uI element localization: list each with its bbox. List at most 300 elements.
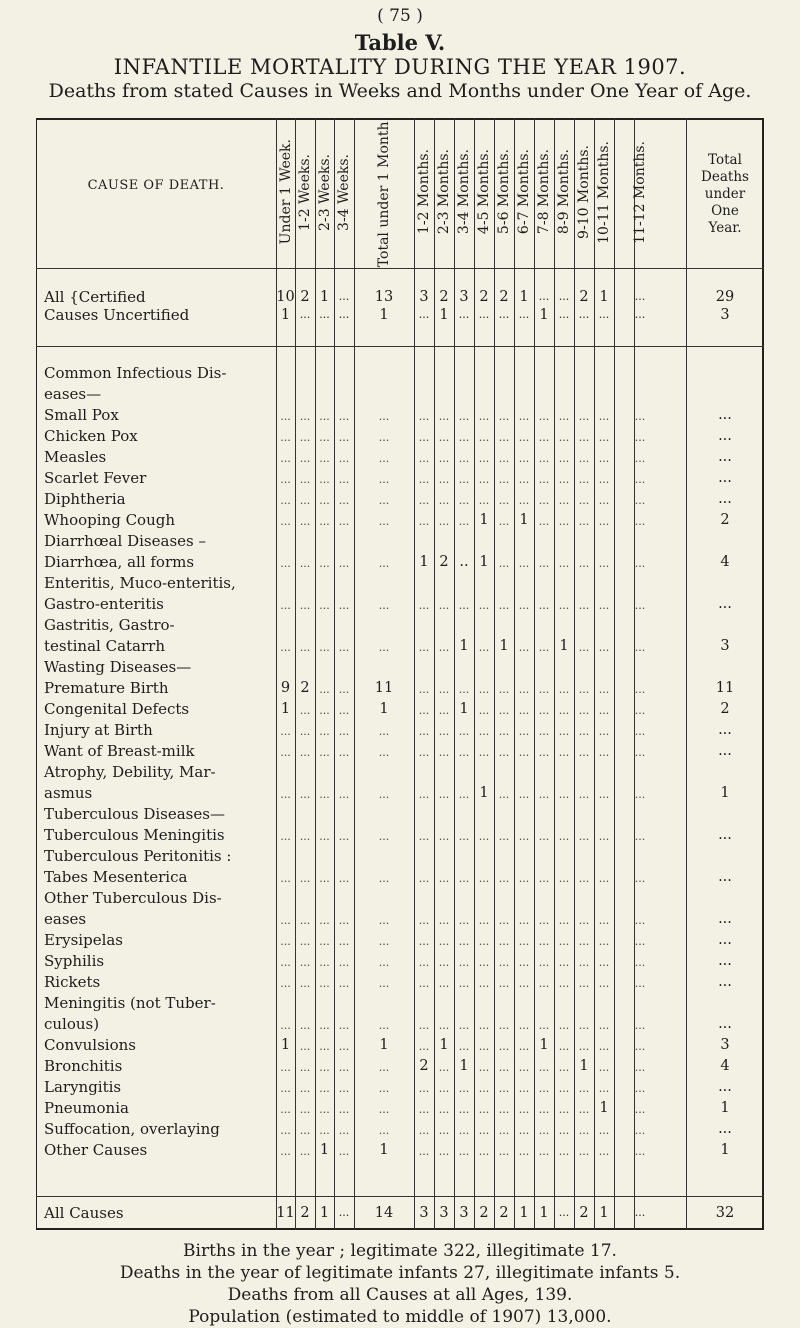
table-cell: ... [319,956,330,969]
table-cell: ... [319,914,330,927]
table-cell: ... [458,746,470,759]
table-cell: ... [418,599,430,612]
table-cell: ... [518,1124,530,1137]
table-cell: ... [319,494,330,507]
table-cell: 1 [539,1205,549,1221]
footer-line: Births in the year ; legitimate 322, illegitimate 17. [183,1241,617,1261]
table-cell: ... [478,935,490,948]
table-cell: ... [578,1124,590,1137]
table-cell: ... [634,914,646,927]
table-cell: ... [518,1082,530,1095]
cause-label: Whooping Cough [44,511,176,529]
table-cell: ... [498,599,510,612]
table-cell: ... [498,956,510,969]
table-cell: ... [578,830,590,843]
cause-label: Tuberculous Diseases— [44,805,225,823]
table-cell: ... [280,1061,291,1074]
table-cell: ... [418,1040,430,1053]
table-cell: ... [338,308,350,321]
table-cell: ... [280,557,291,570]
table-cell: ... [299,746,311,759]
table-cell: ... [518,599,530,612]
table-cell: ... [538,473,550,486]
table-cell: ... [518,935,530,948]
table-cell: ... [338,1061,350,1074]
table-cell: ... [498,914,510,927]
table-cell: 1 [519,289,529,305]
table-cell: ... [280,515,291,528]
table-cell: ... [498,788,510,801]
table-cell: ... [558,1124,570,1137]
table-cell: 9 [280,680,291,696]
table-cell: ... [578,1019,590,1032]
table-title: INFANTILE MORTALITY DURING THE YEAR 1907. [113,55,687,79]
cause-label: Want of Breast-milk [44,742,195,760]
table-cell: ... [280,1082,291,1095]
all-label: All [44,288,65,306]
table-cell: ... [458,473,470,486]
table-cell: ... [634,956,646,969]
total-cell: ... [718,722,732,738]
cause-label: Meningitis (not Tuber- [44,994,216,1012]
table-cell: ... [578,641,590,654]
table-cell: 3 [419,289,429,305]
cause-label: Common Infectious Dis- [44,364,227,382]
table-cell: ... [319,1061,330,1074]
table-cell: ... [280,494,291,507]
table-cell: ... [634,830,646,843]
total-cell: 1 [720,785,730,801]
table-cell: ... [299,788,311,801]
table-cell: ... [634,1082,646,1095]
table-cell: ... [598,431,610,444]
table-cell: ... [578,452,590,465]
table-left-border [36,118,37,1230]
cause-label: Atrophy, Debility, Mar- [44,763,216,781]
table-cell: ... [438,1082,450,1095]
table-cell: ... [280,1103,291,1116]
table-cell: ... [498,725,510,738]
table-cell: 1 [579,1058,589,1074]
column-header [315,122,334,262]
table-cell: ... [478,914,490,927]
table-cell: ... [418,1082,430,1095]
table-cell: 1 [280,701,291,717]
table-cell: ... [299,473,311,486]
column-header [354,116,414,268]
column-header [276,122,295,262]
table-cell: ... [558,725,570,738]
table-cell: ... [578,599,590,612]
table-cell: ... [558,704,570,717]
column-header-label: 1-2 Months. [416,149,432,235]
table-cell: ... [598,935,610,948]
table-cell: ... [634,452,646,465]
table-cell: ... [634,683,646,696]
table-cell: 3 [439,1205,449,1221]
table-cell: ... [518,473,530,486]
total-header-line: Deaths [701,169,749,185]
column-header-label: 4-5 Months. [476,149,492,235]
total-header-line: Total [708,152,742,168]
cause-label: Diarrhœal Diseases – [44,532,206,550]
table-cell: 1 [280,307,291,323]
total-cell: ... [718,407,732,423]
table-cell: ... [518,641,530,654]
table-cell: ... [280,599,291,612]
table-cell: ... [538,431,550,444]
table-cell: ... [634,935,646,948]
table-cell: ... [280,410,291,423]
row-label-text: Certified [78,288,146,306]
table-cell: ... [478,1082,490,1095]
table-cell: ... [578,746,590,759]
table-cell: ... [418,452,430,465]
table-cell: ... [518,746,530,759]
table-cell: ... [538,935,550,948]
column-header-label: 6-7 Months. [516,149,532,235]
table-cell: ... [338,746,350,759]
table-cell: 1 [479,512,489,528]
table-cell: 1 [479,554,489,570]
table-cell: ... [498,1145,510,1158]
table-cell: 1 [539,1037,549,1053]
table-cell: ... [498,830,510,843]
column-header-label: 11-12 Months. [632,140,648,244]
cause-label: Scarlet Fever [44,469,147,487]
table-cell: ... [634,725,646,738]
table-cell: ... [458,431,470,444]
column-header-label: 7-8 Months. [536,149,552,235]
table-cell: ... [319,977,330,990]
table-cell: ... [538,1082,550,1095]
table-cell: 1 [379,1037,389,1053]
table-cell: ... [578,431,590,444]
cause-label: testinal Catarrh [44,637,165,655]
table-cell: ... [478,683,490,696]
table-cell: 1 [379,307,389,323]
total-cell: 3 [720,638,730,654]
table-cell: ... [538,704,550,717]
cause-label: Diarrhœa, all forms [44,553,195,571]
total-cell: ... [718,953,732,969]
total-cell: ... [718,827,732,843]
table-cell: ... [458,725,470,738]
table-cell: ... [458,1040,470,1053]
cause-label: Syphilis [44,952,105,970]
table-cell: ... [338,830,350,843]
column-header-label: 3-4 Months. [456,149,472,235]
table-cell: ... [634,1206,646,1219]
table-cell: ... [558,1103,570,1116]
table-cell: ... [438,914,450,927]
cause-label: Laryngitis [44,1078,122,1096]
table-cell: ... [338,1145,350,1158]
table-cell: 1 [519,512,529,528]
table-cell: ... [319,473,330,486]
table-cell: ... [598,494,610,507]
table-cell: ... [498,977,510,990]
cause-label: Other Tuberculous Dis- [44,889,222,907]
table-cell: ... [634,872,646,885]
cause-of-death-header: CAUSE OF DEATH. [87,178,225,193]
table-cell: 2 [499,289,509,305]
table-cell: ... [438,1124,450,1137]
table-cell: ... [634,977,646,990]
table-cell: ... [299,956,311,969]
column-header-label: 9-10 Months. [576,145,592,239]
table-cell: ... [280,935,291,948]
table-cell: ... [478,1145,490,1158]
table-cell: ... [418,515,430,528]
table-cell: ... [299,914,311,927]
table-cell: ... [458,914,470,927]
table-cell: ... [418,746,430,759]
table-cell: ... [338,599,350,612]
table-cell: ... [478,977,490,990]
table-cell: 1 [439,307,449,323]
table-cell: ... [319,1082,330,1095]
table-cell: 2 [579,1205,589,1221]
table-cell: ... [518,1040,530,1053]
table-cell: ... [538,788,550,801]
table-cell: ... [558,1040,570,1053]
table-cell: ... [578,1082,590,1095]
table-cell: ... [299,431,311,444]
table-cell: ... [578,1103,590,1116]
table-cell: ... [378,1103,390,1116]
table-cell: ... [478,830,490,843]
table-cell: ... [319,557,330,570]
table-cell: ... [280,746,291,759]
table-cell: ... [299,704,311,717]
table-cell: ... [299,557,311,570]
column-header-label: 1-2 Weeks. [297,153,313,231]
table-cell: ... [558,1206,570,1219]
table-cell: ... [458,830,470,843]
total-cell: 4 [720,1058,730,1074]
table-cell: ... [634,1145,646,1158]
table-cell: ... [558,1061,570,1074]
table-cell: ... [338,431,350,444]
total-cell: ... [718,974,732,990]
table-cell: ... [280,956,291,969]
table-cell: 3 [419,1205,429,1221]
table-cell: ... [299,1061,311,1074]
cause-label: Erysipelas [44,931,124,949]
table-cell: ... [418,683,430,696]
table-cell: ... [378,914,390,927]
table-cell: ... [634,788,646,801]
table-cell: ... [478,956,490,969]
table-cell: ... [338,473,350,486]
table-cell: ... [299,1124,311,1137]
table-cell: ... [299,410,311,423]
table-cell: ... [558,977,570,990]
table-cell: ... [418,308,430,321]
table-cell: ... [598,557,610,570]
table-cell: ... [498,494,510,507]
table-cell: 2 [300,289,310,305]
table-cell: ... [558,872,570,885]
table-cell: ... [319,746,330,759]
table-cell: 10 [276,289,295,305]
table-cell: ... [299,1019,311,1032]
column-header [334,122,354,262]
table-cell: 3 [459,1205,469,1221]
table-cell: ... [438,1019,450,1032]
all-causes-block-rule [36,346,764,347]
table-cell: ... [538,830,550,843]
brace-symbol: { [69,288,79,306]
cause-label: Convulsions [44,1036,136,1054]
table-cell: ... [538,725,550,738]
totals-row-label: All Causes [44,1204,124,1222]
table-cell: ... [299,935,311,948]
table-cell: ... [418,1124,430,1137]
table-cell: ... [438,935,450,948]
table-cell: ... [578,473,590,486]
table-subtitle: Deaths from stated Causes in Weeks and Months under One Year of Age. [48,80,752,102]
cause-label: Diphtheria [44,490,126,508]
table-cell: ... [598,746,610,759]
column-header [434,122,454,262]
table-cell: ... [338,872,350,885]
footer-line: Deaths from all Causes at all Ages, 139. [227,1285,573,1305]
table-cell: ... [634,641,646,654]
table-cell: ... [378,1082,390,1095]
table-cell: ... [299,725,311,738]
table-cell: ... [280,977,291,990]
table-cell: ... [299,308,311,321]
table-cell: 1 [439,1037,449,1053]
table-cell: ... [538,599,550,612]
table-cell: ... [378,788,390,801]
table-cell: ... [319,1019,330,1032]
total-cell: 2 [720,701,730,717]
table-cell: ... [319,599,330,612]
table-cell: ... [518,494,530,507]
table-cell: ... [418,431,430,444]
table-cell: ... [338,977,350,990]
table-cell: ... [378,1124,390,1137]
cause-label: Tuberculous Meningitis [44,826,225,844]
table-cell: ... [578,872,590,885]
total-cell: ... [718,911,732,927]
table-cell: ... [518,557,530,570]
table-cell: ... [598,725,610,738]
table-cell: ... [598,410,610,423]
table-cell: ... [378,872,390,885]
cause-label: Premature Birth [44,679,169,697]
table-cell: ... [558,494,570,507]
table-cell: ... [598,1124,610,1137]
column-header-label: 3-4 Weeks. [336,153,352,231]
table-cell: ... [558,1082,570,1095]
footer-line: Population (estimated to middle of 1907) 13,000. [188,1307,612,1327]
table-cell: ... [418,725,430,738]
table-cell: ... [438,977,450,990]
cause-label: Wasting Diseases— [44,658,192,676]
table-cell: ... [518,830,530,843]
table-cell: ... [578,410,590,423]
total-header-line: One [711,203,739,219]
table-cell: ... [498,452,510,465]
table-cell: ... [538,290,550,303]
table-cell: ... [338,1082,350,1095]
table-cell: ... [634,290,646,303]
column-header [554,122,574,262]
table-cell: ... [378,494,390,507]
total-cell: 3 [720,1037,730,1053]
totals-rule [36,1196,764,1197]
table-cell: ... [478,599,490,612]
table-cell: ... [338,452,350,465]
table-cell: ... [498,431,510,444]
table-cell: ... [299,515,311,528]
table-cell: ... [378,725,390,738]
table-cell: ... [418,872,430,885]
table-cell: ... [578,683,590,696]
table-cell: ... [538,557,550,570]
table-cell: ... [634,704,646,717]
table-cell: ... [438,1145,450,1158]
cause-label: Suffocation, overlaying [44,1120,220,1138]
table-cell: ... [518,1019,530,1032]
table-cell: ... [378,1019,390,1032]
table-cell: ... [578,788,590,801]
table-cell: 1 [459,701,469,717]
table-cell: ... [319,431,330,444]
table-cell: ... [538,914,550,927]
table-cell: ... [319,515,330,528]
table-cell: ... [280,872,291,885]
table-cell: ... [378,830,390,843]
table-cell: ... [538,410,550,423]
table-cell: ... [299,452,311,465]
cause-label: eases [44,910,87,928]
table-cell: ... [558,683,570,696]
table-cell: 1 [539,307,549,323]
total-cell: 4 [720,554,730,570]
table-cell: ... [438,515,450,528]
table-cell: ... [299,1040,311,1053]
table-cell: ... [438,704,450,717]
table-cell: ... [578,557,590,570]
table-cell: ... [518,977,530,990]
table-cell: ... [478,746,490,759]
table-cell: ... [418,788,430,801]
table-cell: ... [598,473,610,486]
table-cell: ... [634,473,646,486]
table-cell: 13 [374,289,394,305]
table-cell: ... [558,956,570,969]
table-cell: ... [338,641,350,654]
total-cell: ... [718,932,732,948]
table-cell: ... [498,410,510,423]
table-cell: ... [558,830,570,843]
table-cell: ... [280,641,291,654]
table-cell: 1 [280,1037,291,1053]
table-cell: ... [598,830,610,843]
table-cell: 2 [439,289,449,305]
table-cell: ... [458,515,470,528]
table-cell: ... [418,1145,430,1158]
table-cell: ... [280,473,291,486]
table-cell: ... [418,704,430,717]
column-header [454,122,474,262]
table-cell: ... [598,788,610,801]
